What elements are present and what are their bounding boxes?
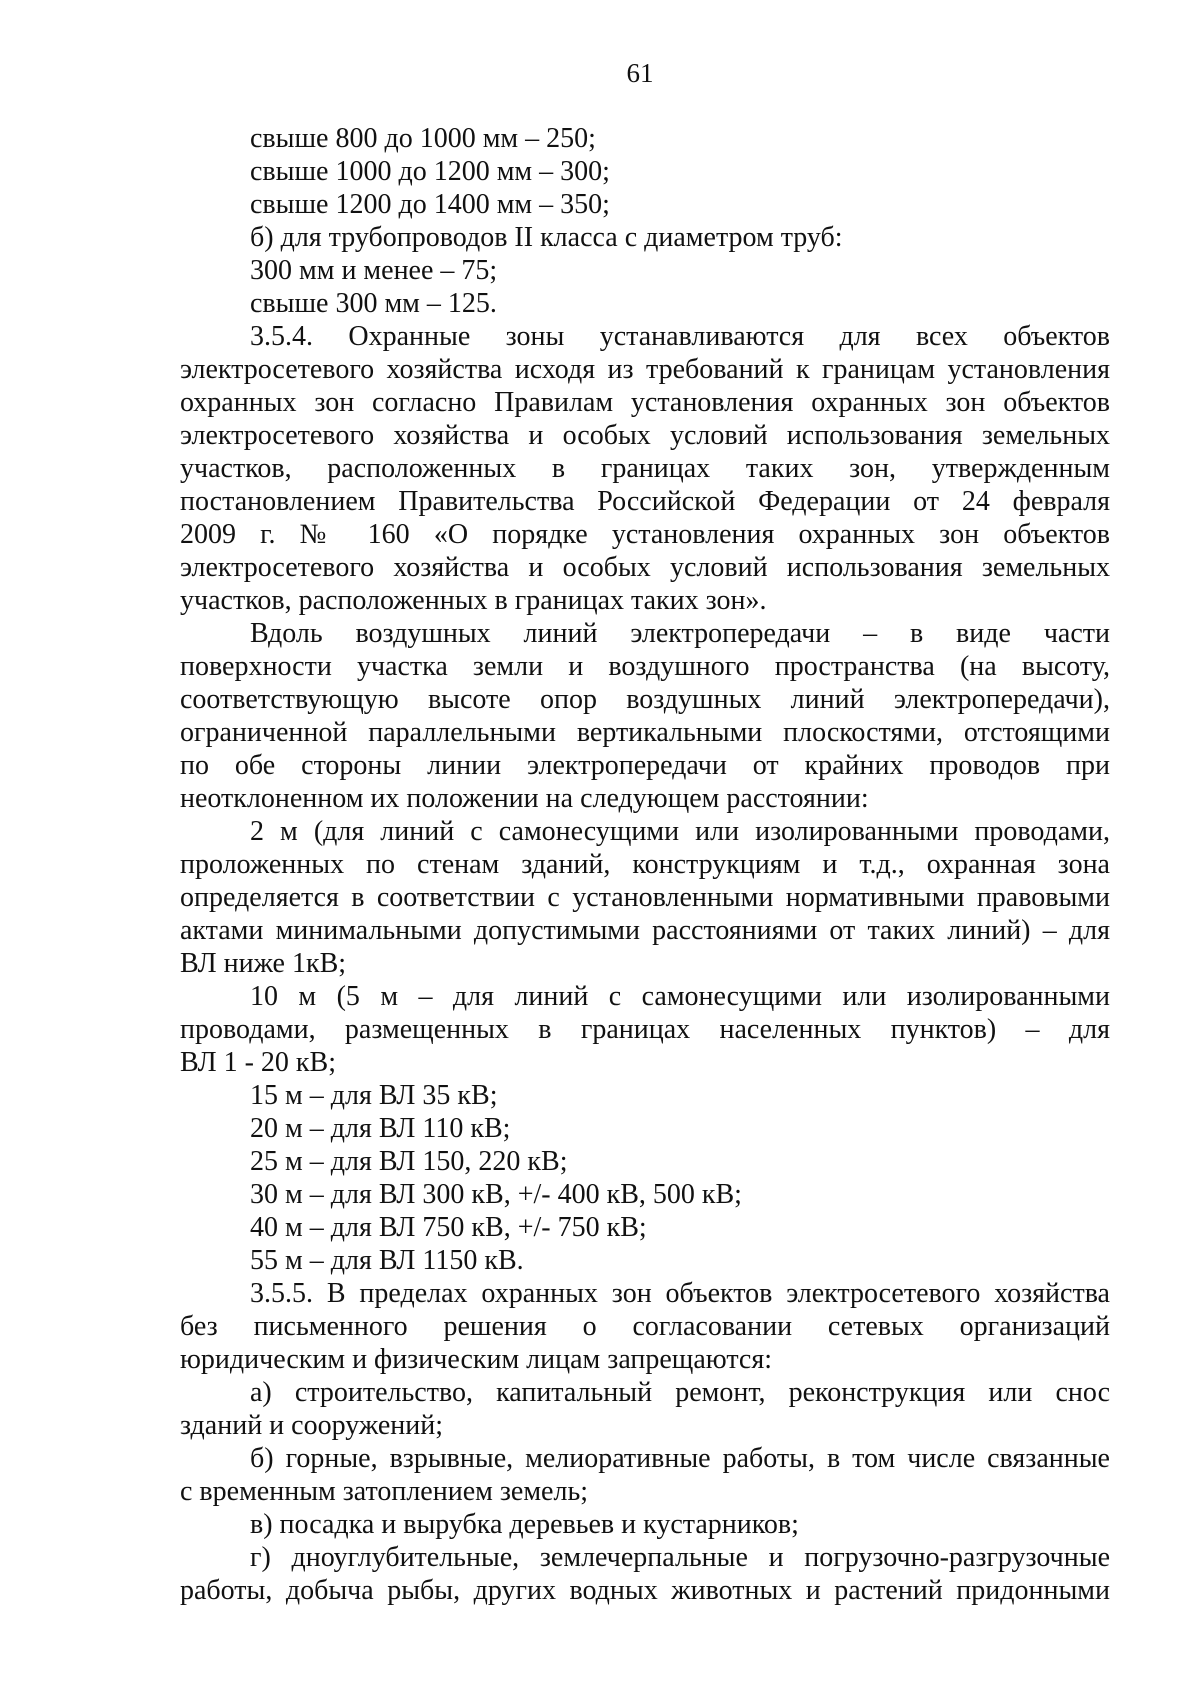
text-line: г) дноуглубительные, землечерпальные и погрузочно-разгрузочные bbox=[250, 1542, 1110, 1573]
text-line: актами минимальными допустимыми расстояниями от таких линий) – для bbox=[180, 915, 1110, 946]
text-line: свыше 1000 до 1200 мм – 300; bbox=[250, 156, 610, 187]
text-line: проводами, размещенных в границах населенных пунктов) – для bbox=[180, 1014, 1110, 1045]
text-line: проложенных по стенам зданий, конструкциям и т.д., охранная зона bbox=[180, 849, 1110, 880]
text-line: зданий и сооружений; bbox=[180, 1410, 443, 1441]
text-line: а) строительство, капитальный ремонт, реконструкция или снос bbox=[250, 1377, 1110, 1408]
text-line: ВЛ ниже 1кВ; bbox=[180, 948, 347, 979]
text-line: 55 м – для ВЛ 1150 кВ. bbox=[250, 1245, 524, 1276]
text-line: 20 м – для ВЛ 110 кВ; bbox=[250, 1113, 511, 1144]
text-line: 10 м (5 м – для линий с самонесущими или изолированными bbox=[250, 981, 1110, 1012]
text-line: свыше 1200 до 1400 мм – 350; bbox=[250, 189, 610, 220]
text-line: неотклоненном их положении на следующем расстоянии: bbox=[180, 783, 869, 814]
text-line: 2 м (для линий с самонесущими или изолированными проводами, bbox=[250, 816, 1110, 847]
text-line: поверхности участка земли и воздушного пространства (на высоту, bbox=[180, 651, 1110, 682]
text-line: 25 м – для ВЛ 150, 220 кВ; bbox=[250, 1146, 568, 1177]
text-line: Вдоль воздушных линий электропередачи – в виде части bbox=[250, 618, 1110, 649]
text-line: 3.5.5. В пределах охранных зон объектов электросетевого хозяйства bbox=[250, 1278, 1110, 1309]
text-line: участков, расположенных в границах таких зон, утвержденным bbox=[180, 453, 1110, 484]
text-line: участков, расположенных в границах таких зон». bbox=[180, 585, 767, 616]
text-line: юридическим и физическим лицам запрещаются: bbox=[180, 1344, 772, 1375]
text-line: по обе стороны линии электропередачи от крайних проводов при bbox=[180, 750, 1110, 781]
text-line: работы, добыча рыбы, других водных животных и растений придонными bbox=[180, 1575, 1110, 1606]
text-line: б) для трубопроводов II класса с диаметром труб: bbox=[250, 222, 843, 253]
text-line: с временным затоплением земель; bbox=[180, 1476, 589, 1507]
text-line: без письменного решения о согласовании сетевых организаций bbox=[180, 1311, 1110, 1342]
text-line: свыше 300 мм – 125. bbox=[250, 288, 497, 319]
text-line: в) посадка и вырубка деревьев и кустарников; bbox=[250, 1509, 799, 1540]
text-line: 15 м – для ВЛ 35 кВ; bbox=[250, 1080, 498, 1111]
text-line: постановлением Правительства Российской Федерации от 24 февраля bbox=[180, 486, 1110, 517]
text-line: ВЛ 1 - 20 кВ; bbox=[180, 1047, 336, 1078]
text-line: 300 мм и менее – 75; bbox=[250, 255, 498, 286]
text-line: б) горные, взрывные, мелиоративные работы, в том числе связанные bbox=[250, 1443, 1110, 1474]
page-number: 61 bbox=[626, 58, 654, 88]
document-body bbox=[180, 122, 1110, 1607]
text-line: свыше 800 до 1000 мм – 250; bbox=[250, 123, 596, 154]
text-line: 30 м – для ВЛ 300 кВ, +/- 400 кВ, 500 кВ; bbox=[250, 1179, 742, 1210]
text-line: электросетевого хозяйства и особых условий использования земельных bbox=[180, 552, 1110, 583]
text-line: охранных зон согласно Правилам установления охранных зон объектов bbox=[180, 387, 1110, 418]
text-line: 40 м – для ВЛ 750 кВ, +/- 750 кВ; bbox=[250, 1212, 647, 1243]
text-line: 3.5.4. Охранные зоны устанавливаются для всех объектов bbox=[250, 321, 1110, 352]
text-line: соответствующую высоте опор воздушных линий электропередачи), bbox=[180, 684, 1110, 715]
text-line: ограниченной параллельными вертикальными плоскостями, отстоящими bbox=[180, 717, 1110, 748]
text-line: определяется в соответствии с установленными нормативными правовыми bbox=[180, 882, 1110, 913]
text-line: электросетевого хозяйства исходя из требований к границам установления bbox=[180, 354, 1110, 385]
text-line: электросетевого хозяйства и особых условий использования земельных bbox=[180, 420, 1110, 451]
text-line: 2009 г. № 160 «О порядке установления охранных зон объектов bbox=[180, 519, 1110, 550]
